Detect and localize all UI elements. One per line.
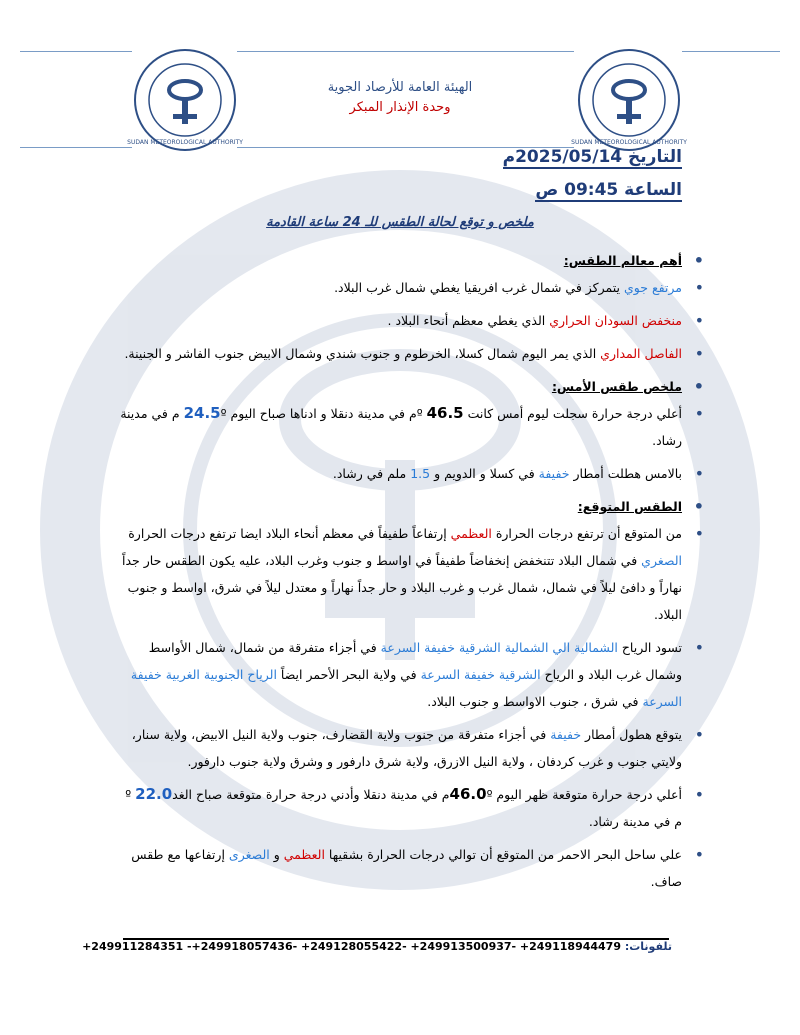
yesterday-max-temp: 46.5 [426, 404, 464, 422]
report-body [116, 247, 682, 895]
text: في شمال البلاد تتنخفض إنخفاضاً طفيفاً في اواسط و جنوب وغرب البلاد، عليه يكون الطقس حار جداً نهاراً و دافئ ليلاً في شمال، شمال غرب و غرب البلاد و حار جداً نهاراً و معتدل ليلاً في شرق، اواسط و جنوب البلاد. [122, 553, 682, 622]
footer-phones [82, 940, 672, 953]
forecast-item-temps [116, 781, 682, 835]
feature-item-high [116, 274, 682, 301]
right-logo [571, 48, 687, 152]
header-rule-center-top [237, 51, 574, 52]
text: بالامس هطلت أمطار [569, 466, 682, 481]
phone-numbers: +249911284351 -+249918057436- +249128055422- +249913500937- +249118944479 [82, 940, 621, 953]
text: ºم في مدينة دنقلا و ادناها صباح اليوم [226, 406, 427, 421]
text: و [269, 847, 284, 862]
text: في كسلا و الدويم و [430, 466, 539, 481]
text: من المتوقع أن ترتفع درجات الحرارة [491, 526, 682, 541]
feature-item-itcz [116, 340, 682, 367]
forecast-item-rain [116, 721, 682, 775]
header-rule-left-bottom [20, 147, 132, 148]
section-heading-forecast: • الطقس المتوقع: [116, 493, 682, 520]
forecast-max-temp: 46.0 [449, 785, 487, 803]
header-rule-left-top [20, 51, 132, 52]
report-time: الساعة 09:45 ص [535, 180, 682, 200]
section-heading-yesterday: • ملخص طقس الأمس: [116, 373, 682, 400]
feature-text: الذي يغطي معظم أنحاء البلاد . [387, 313, 550, 328]
term-itcz: الفاصل المداري [600, 346, 682, 361]
left-logo [127, 48, 243, 152]
term-high-pressure: مرتفع جوي [624, 280, 682, 295]
right-logo-text: SUDAN METEOROLOGICAL AUTHORITY [571, 139, 687, 146]
text: في ولاية البحر الأحمر ايضاً [276, 667, 421, 682]
feature-text: الذي يمر اليوم شمال كسلا، الخرطوم و جنوب شندي وشمال الابيض جنوب الفاشر و الجنينة. [124, 346, 601, 361]
text: أعلي درجة حرارة متوقعة ظهر اليوم [492, 787, 682, 802]
yesterday-item-rain [116, 460, 682, 487]
header-rule-right-top [682, 51, 780, 52]
unit-name: وحدة الإنذار المبكر [349, 100, 451, 115]
text: º م في مدينة رشاد. [120, 406, 682, 448]
text: يتوقع هطول أمطار [581, 727, 682, 742]
rain-amount: 1.5 [410, 466, 431, 481]
term-max: العظمي [283, 847, 325, 862]
forecast-item-winds [116, 634, 682, 715]
term-east-winds: الشرقية خفيفة السرعة [420, 667, 541, 682]
term-north-winds: الشمالية الي الشمالية الشرقية خفيفة السرعة [380, 640, 618, 655]
document-title: ملخص و توقع لحالة الطقس للـ 24 ساعة القادمة [266, 215, 534, 230]
organization-name: الهيئة العامة للأرصاد الجوية [327, 80, 473, 95]
left-logo-text: SUDAN METEOROLOGICAL AUTHORITY [127, 139, 243, 146]
text: إرتفاعاً طفيفاً في معظم أنحاء البلاد ايضا ترتفع درجات الحرارة [128, 526, 451, 541]
term-southwest-winds: الرياح الجنوبية الغربية خفيفة السرعة [130, 667, 682, 709]
text: تسود الرياح [617, 640, 682, 655]
forecast-min-temp: 22.0 [135, 785, 173, 803]
term-light: خفيفة [550, 727, 582, 742]
forecast-item-redsea [116, 841, 682, 895]
text: إرتفاعها مع طقس صاف. [131, 847, 682, 889]
phones-label: تلفونات: [624, 940, 672, 953]
term-thermal-low: منخفض السودان الحراري [549, 313, 682, 328]
term-max: العظمي [450, 526, 492, 541]
text: في شرق ، جنوب الاواسط و جنوب البلاد. [427, 694, 643, 709]
yesterday-item-temps [116, 400, 682, 454]
term-light: خفيفة [538, 466, 570, 481]
forecast-item-temperature [116, 520, 682, 628]
text: في أجزاء متفرقة من شمال، شمال الأواسط وشمال غرب البلاد و الرياح [148, 640, 682, 682]
text: أعلي درجة حرارة سجلت ليوم أمس كانت [463, 406, 682, 421]
report-date: التاريخ 2025/05/14م [502, 147, 682, 167]
text: ملم في رشاد. [332, 466, 411, 481]
text: علي ساحل البحر الاحمر من المتوقع أن توالي درجات الحرارة بشقيها [324, 847, 682, 862]
yesterday-min-temp: 24.5 [183, 404, 221, 422]
feature-text: يتمركز في شمال غرب افريقيا يغطي شمال غرب البلاد. [334, 280, 624, 295]
report-list [116, 247, 682, 895]
feature-item-low [116, 307, 682, 334]
section-heading-features: • أهم معالم الطقس: [116, 247, 682, 274]
term-min: الصغري [641, 553, 682, 568]
text: في أجزاء متفرقة من جنوب ولاية القضارف، جنوب ولاية النيل الابيض، ولاية سنار، ولايتي جنوب و غرب كردفان ، ولاية النيل الازرق، ولاية شرق دارفور و وشرق ولاية جنوب دارفور. [131, 727, 682, 769]
text: ºم في مدينة دنقلا وأدني درجة حرارة متوقعة صباح الغد [172, 787, 493, 802]
text: º م في مدينة رشاد. [125, 787, 682, 829]
term-min: الصغرى [228, 847, 270, 862]
